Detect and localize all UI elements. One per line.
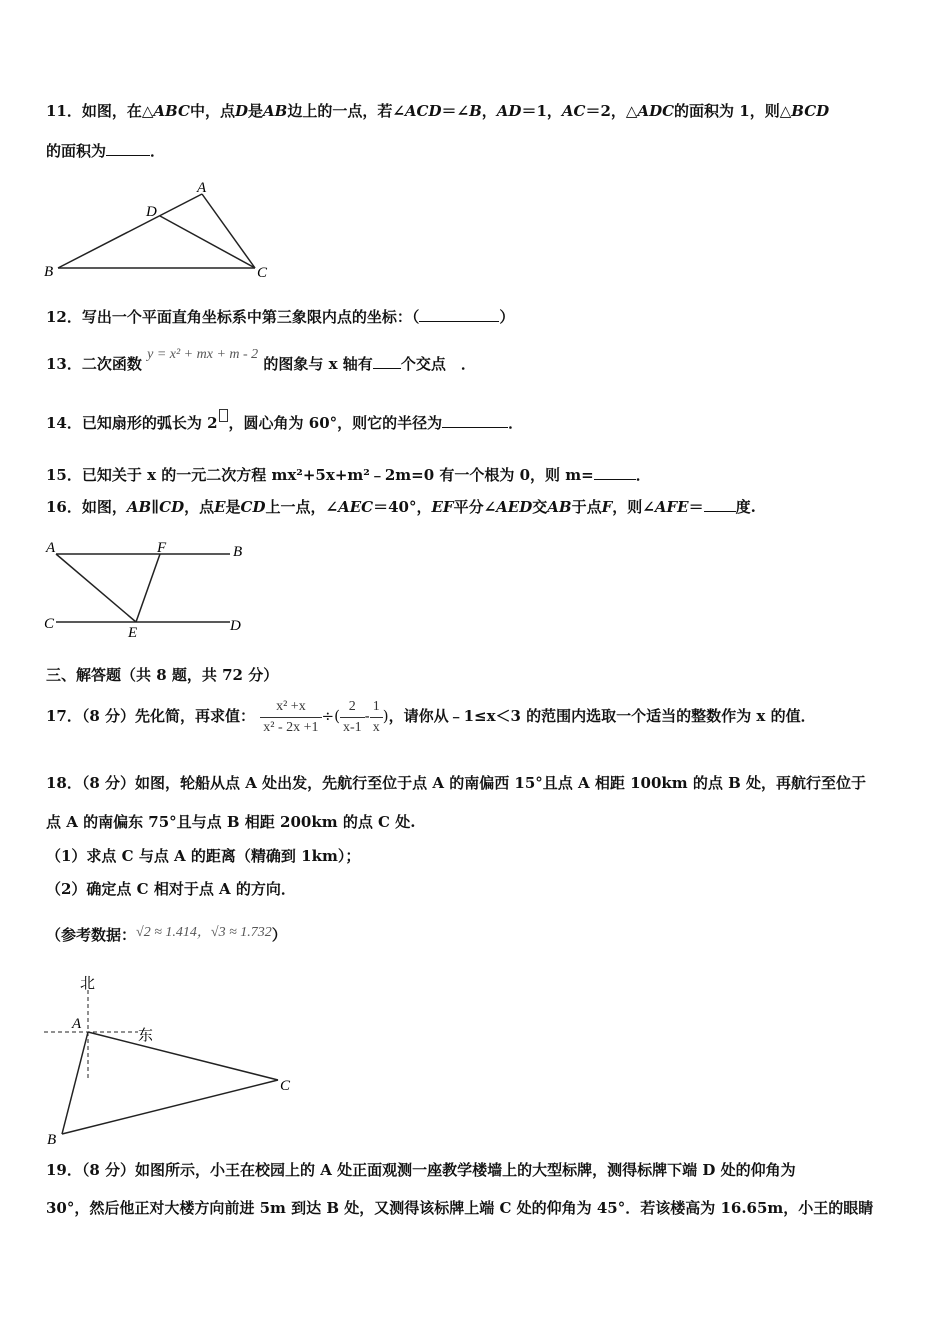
q18-text: （参考数据： (46, 926, 137, 944)
q17-fraction-1 (260, 697, 321, 738)
q11-text: 的面积为 1，则△ (674, 102, 792, 120)
q16-label-f: F (157, 540, 167, 556)
q18-label-c: C (280, 1078, 291, 1094)
q16-text: ＝40°， (373, 498, 432, 516)
q11-label-d: D (146, 204, 157, 220)
q16-label-d: D (230, 618, 241, 634)
q16-cd: CD (240, 498, 266, 516)
q18-label-a: A (72, 1016, 82, 1032)
q11-label-c: C (257, 265, 268, 281)
q11-bcd: BCD (791, 102, 830, 120)
q15 (46, 465, 651, 485)
q13-answer-blank (373, 354, 401, 369)
q11-abc: ABC (153, 102, 190, 120)
q14-text: 14．已知扇形的弧长为 2 (46, 414, 218, 432)
q17-frac1-num: x² +x (260, 697, 321, 718)
q16-aed: AED (496, 498, 533, 516)
q13-text: 的图象与 x 轴有 (263, 355, 373, 373)
q11-ab: AB (263, 102, 288, 120)
q15-text: ． (635, 466, 651, 484)
q16-text: 是 (225, 498, 241, 516)
q18-part1: （1）求点 C 与点 A 的距离（精确到 1km）； (46, 847, 361, 865)
q18-reference (46, 925, 287, 947)
q15-answer-blank (594, 465, 636, 480)
q19-line1: 19．（8 分）如图所示，小王在校园上的 A 处正面观测一座教学楼墙上的大型标牌，测得标牌下端 D 处的仰角为 (46, 1161, 796, 1179)
q16-f: F (601, 498, 613, 516)
q16-text: ，点 (184, 498, 215, 516)
q11-ad: AD (496, 102, 522, 120)
q12-answer-blank (419, 307, 499, 322)
q16-e: E (214, 498, 226, 516)
q16-label-c: C (44, 616, 55, 632)
q11-line2 (46, 141, 165, 161)
q11-answer-blank (106, 141, 150, 156)
q12-text: 12．写出一个平面直角坐标系中第三象限内点的坐标：（ (46, 308, 420, 326)
q11-text: 边上的一点，若∠ (287, 102, 405, 120)
q16-text: 度. (735, 498, 756, 516)
q16-ef: EF (431, 498, 454, 516)
q14-text: ，圆心角为 60°，则它的半径为 (228, 414, 443, 432)
q18-seg-ab (62, 1032, 88, 1134)
q11-text: ＝1， (521, 102, 562, 120)
q11-acd: ACD (404, 102, 442, 120)
q14-answer-blank (442, 413, 508, 428)
q18-line2: 点 A 的南偏东 75°且与点 B 相距 200km 的点 C 处. (46, 813, 416, 831)
q18-seg-ac (88, 1032, 278, 1080)
q16-text: 16．如图， (46, 498, 127, 516)
q16-ab: AB (547, 498, 572, 516)
q16-abcd: AB∥CD (126, 498, 185, 516)
q18-text: ） (271, 926, 287, 944)
q11-figure (40, 176, 280, 284)
q17-text: 17．（8 分）先化简，再求值： (46, 707, 256, 725)
q17-frac1-den: x² - 2x +1 (263, 719, 319, 735)
q11-text: ＝∠ (441, 102, 470, 120)
q16 (46, 497, 756, 517)
q11-line1 (46, 101, 829, 121)
q11-text: ＝2，△ (585, 102, 638, 120)
q11-text: 的面积为 (46, 142, 107, 160)
q17-fraction-2 (340, 697, 365, 738)
q11-text: 中，点 (189, 102, 235, 120)
q16-label-b: B (233, 544, 243, 560)
q12-text: ） (499, 308, 515, 326)
q17-frac2-num: 2 (340, 697, 365, 718)
q18-seg-bc (62, 1080, 278, 1134)
q11-text: ． (150, 142, 166, 160)
q18-label-east: 东 (138, 1028, 154, 1044)
q16-text: 交 (532, 498, 548, 516)
q13-formula: y = x² + mx + m - 2 (147, 347, 259, 362)
q17-frac2-den: x-1 (342, 719, 362, 735)
q16-text: 平分∠ (453, 498, 497, 516)
q18-label-north: 北 (80, 976, 96, 992)
q18-label-b: B (47, 1132, 57, 1148)
q17-frac3-den: x (372, 719, 380, 735)
q14-pi-glyph-icon (219, 409, 228, 422)
q16-figure (40, 536, 260, 642)
q14 (46, 413, 523, 433)
q16-answer-blank (704, 497, 736, 512)
q18-part2: （2）确定点 C 相对于点 A 的方向． (46, 880, 296, 898)
q11-label-b: B (44, 264, 54, 280)
q16-text: 上一点，∠ (265, 498, 339, 516)
section-3-heading: 三、解答题（共 8 题，共 72 分） (46, 666, 279, 684)
q16-text: ＝ (688, 498, 704, 516)
q11-label-a: A (197, 180, 207, 196)
q13-text: 个交点 ． (400, 355, 476, 373)
q11-adc: ADC (637, 102, 675, 120)
q17-fraction-3 (370, 697, 383, 738)
q16-label-a: A (46, 540, 56, 556)
q14-text: ． (508, 414, 524, 432)
q16-afe: AFE (654, 498, 689, 516)
q11-text: 是 (248, 102, 264, 120)
q17-text: ) (382, 707, 389, 725)
q11-text: ， (481, 102, 497, 120)
q11-text: 11．如图，在△ (46, 102, 154, 120)
q16-label-e: E (128, 625, 138, 641)
q16-aec: AEC (338, 498, 374, 516)
q17 (46, 694, 816, 738)
q12 (46, 307, 514, 327)
q17-frac3-num: 1 (370, 697, 383, 718)
q16-text: ，则∠ (612, 498, 655, 516)
q17-text: ，请你从﹣1≤x＜3 的范围内选取一个适当的整数作为 x 的值． (388, 707, 816, 725)
q11-d: D (234, 102, 248, 120)
q18-line1: 18．（8 分）如图，轮船从点 A 处出发，先航行至位于点 A 的南偏西 15°且点 A 相距 100km 的点 B 处，再航行至位于 (46, 774, 867, 792)
q11-seg-ba (58, 194, 202, 268)
q13-text: 13．二次函数 (46, 355, 142, 373)
q16-seg-fe (136, 554, 160, 622)
q11-seg-ac (202, 194, 255, 268)
q16-seg-ae (56, 554, 136, 622)
q18-figure (40, 970, 310, 1150)
q17-text: ÷( (321, 707, 340, 725)
q11-ac: AC (561, 102, 586, 120)
q16-text: 于点 (571, 498, 602, 516)
q13 (46, 347, 476, 376)
q11-seg-dc (160, 216, 255, 268)
q19-line2: 30°，然后他正对大楼方向前进 5m 到达 B 处，又测得该标牌上端 C 处的仰角为 45°．若该楼高为 16.65m，小王的眼睛 (46, 1199, 874, 1217)
q11-b: B (469, 102, 482, 120)
q18-ref-formula: √2 ≈ 1.414，√3 ≈ 1.732 (136, 925, 272, 940)
q17-text: - (364, 707, 370, 725)
q15-text: 15．已知关于 x 的一元二次方程 mx²+5x+m²﹣2m=0 有一个根为 0，则 m= (46, 466, 594, 484)
